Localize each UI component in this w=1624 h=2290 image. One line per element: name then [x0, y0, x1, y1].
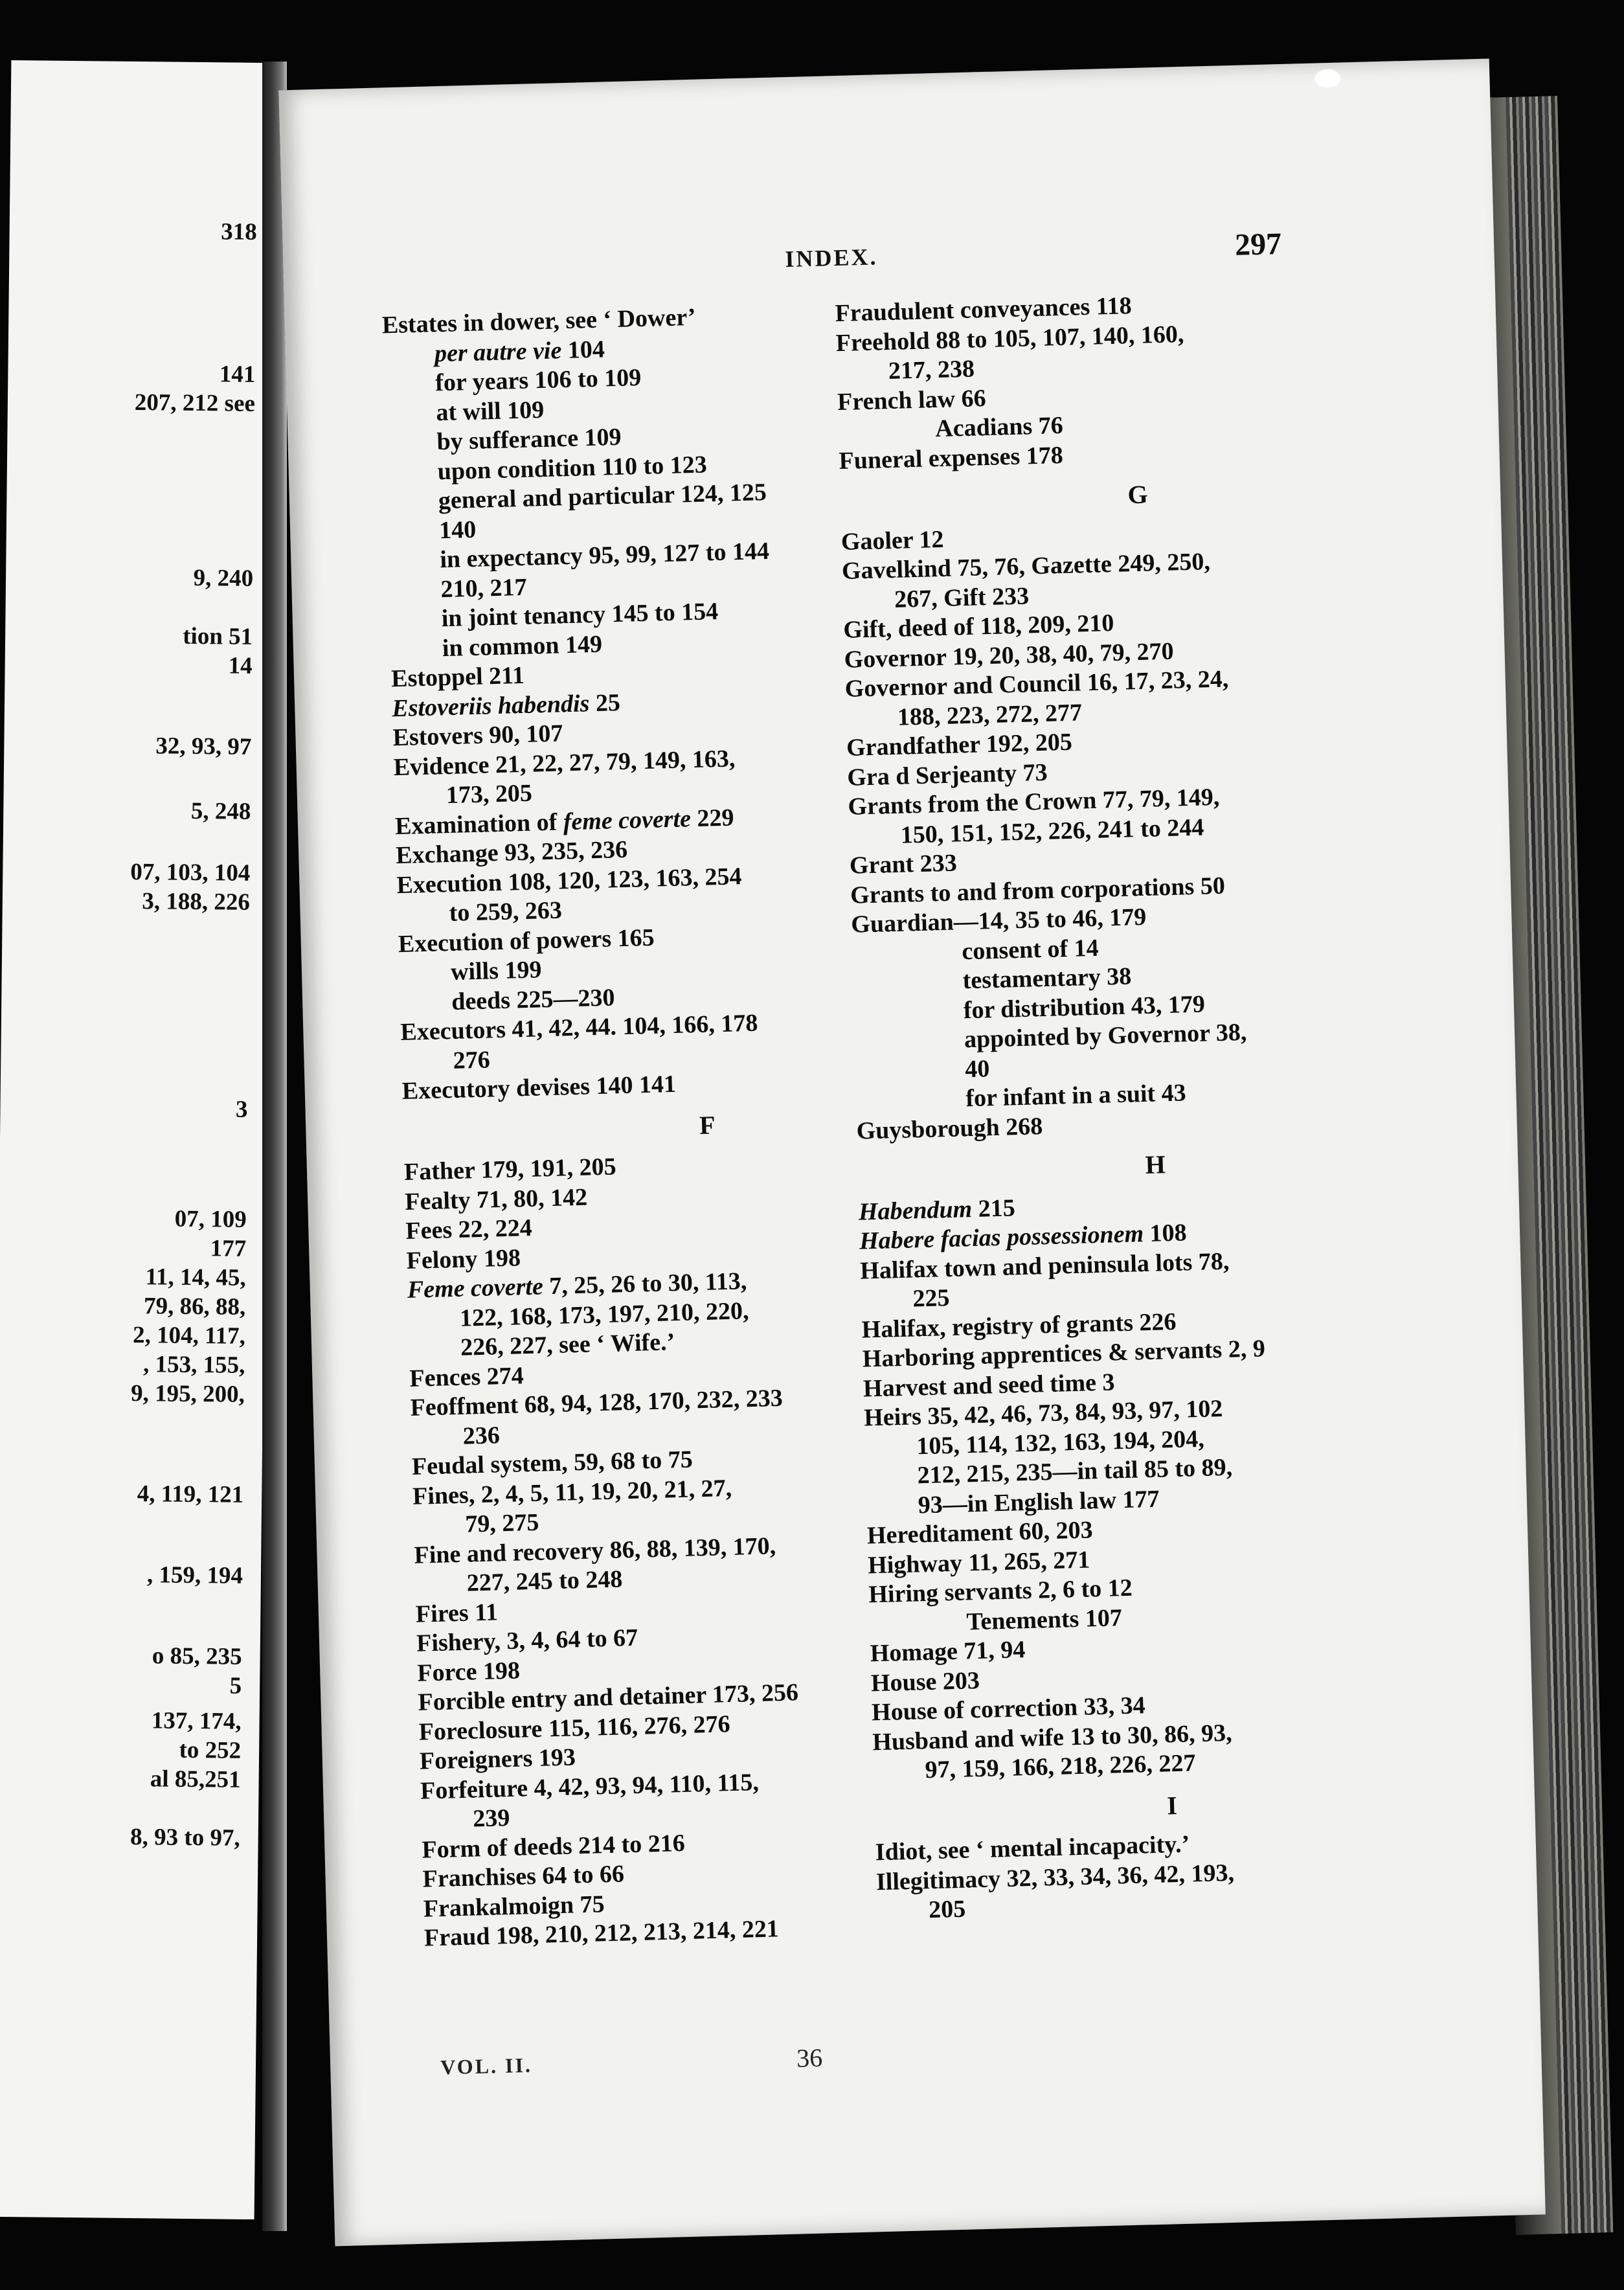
index-entry: Feudal system, 59, 68 to 75	[411, 1445, 694, 1480]
index-entry: Fraud 198, 210, 212, 213, 214, 221	[423, 1915, 780, 1952]
index-subentry: per autre vie 104	[434, 335, 605, 367]
index-entry: Freehold 88 to 105, 107, 140, 160,	[835, 320, 1184, 357]
index-subentry: 122, 168, 173, 197, 210, 220,	[459, 1297, 749, 1332]
index-subentry: 93—in English law 177	[918, 1485, 1160, 1519]
previous-page-text: 3, 188, 226	[142, 888, 251, 916]
previous-page-text: , 153, 155,	[142, 1351, 245, 1379]
previous-page-text: 137, 174,	[151, 1707, 242, 1735]
index-entry: Harvest and seed time 3	[863, 1368, 1115, 1403]
index-entry: Grants from the Crown 77, 79, 149,	[848, 783, 1220, 821]
index-entry: House 203	[870, 1666, 980, 1697]
previous-page-text: 177	[210, 1235, 247, 1262]
index-entry: Heirs 35, 42, 46, 73, 84, 93, 97, 102	[863, 1395, 1223, 1432]
previous-page-text: 9, 240	[193, 564, 254, 592]
index-entry: Execution of powers 165	[398, 924, 655, 958]
index-column-right	[835, 286, 1382, 1927]
index-entry: Funeral expenses 178	[839, 441, 1064, 475]
index-entry: Force 198	[416, 1657, 521, 1687]
index-entry: Habere facias possessionem 108	[859, 1219, 1188, 1255]
index-subentry: 267, Gift 233	[894, 582, 1030, 613]
paper-speck	[1314, 69, 1341, 88]
index-subentry: to 259, 263	[449, 896, 563, 927]
previous-page-text: 07, 109	[174, 1205, 247, 1233]
index-entry: Estoveriis habendis 25	[391, 688, 621, 722]
index-entry: Halifax town and peninsula lots 78,	[859, 1247, 1230, 1285]
index-entry: Fishery, 3, 4, 64 to 67	[416, 1624, 638, 1657]
index-entry: Foreclosure 115, 116, 276, 276	[418, 1710, 731, 1746]
index-subentry: 225	[912, 1284, 951, 1313]
index-entry: Evidence 21, 22, 27, 79, 149, 163,	[393, 744, 736, 781]
index-entry: Idiot, see ‘ mental incapacity.’	[875, 1830, 1190, 1866]
index-subentry: 140	[438, 516, 477, 544]
index-entry: Executory devises 140 141	[401, 1070, 677, 1105]
previous-page-text: 141	[219, 361, 256, 388]
previous-page-text: 5	[229, 1672, 242, 1699]
index-subentry: 227, 245 to 248	[466, 1565, 623, 1597]
index-subentry: in common 149	[442, 630, 603, 662]
index-subentry: in joint tenancy 145 to 154	[441, 597, 719, 633]
previous-page-text: 4, 119, 121	[137, 1480, 244, 1508]
index-subentry: appointed by Governor 38,	[964, 1018, 1247, 1054]
index-subentry: 188, 223, 272, 277	[897, 698, 1083, 731]
page-number: 297	[1234, 227, 1282, 262]
index-entry: Husband and wife 13 to 30, 86, 93,	[872, 1719, 1233, 1756]
index-subentry: 97, 159, 166, 218, 226, 227	[925, 1749, 1196, 1784]
volume-label: VOL. II.	[440, 2053, 533, 2079]
index-subentry: at will 109	[435, 396, 545, 426]
index-entry: Gaoler 12	[840, 525, 945, 556]
previous-page-text: to 252	[179, 1736, 242, 1764]
index-entry: French law 66	[837, 384, 987, 416]
index-subentry: 210, 217	[440, 573, 528, 603]
signature-mark: 36	[796, 2043, 823, 2073]
index-entry: Exchange 93, 235, 236	[395, 835, 628, 870]
index-subentry: for years 106 to 109	[434, 363, 642, 397]
index-subentry: 40	[964, 1054, 990, 1083]
previous-page-text: tion 51	[182, 622, 253, 650]
index-entry: Fine and recovery 86, 88, 139, 170,	[414, 1532, 776, 1569]
index-entry: Guardian—14, 35 to 46, 179	[850, 903, 1147, 938]
previous-page-text: 14	[228, 652, 253, 679]
page-header	[283, 220, 1494, 291]
index-subentry: 239	[472, 1804, 510, 1833]
index-entry: Estoppel 211	[390, 661, 525, 693]
index-subentry: 217, 238	[888, 355, 975, 385]
index-entry: Feoffment 68, 94, 128, 170, 232, 233	[410, 1384, 784, 1422]
index-subentry: general and particular 124, 125	[438, 478, 767, 515]
previous-page-text: 32, 93, 97	[155, 732, 252, 760]
index-entry: Feme coverte 7, 25, 26 to 30, 113,	[407, 1267, 747, 1304]
index-entry: Homage 71, 94	[870, 1636, 1026, 1668]
index-entry: Examination of feme coverte 229	[394, 803, 734, 840]
index-entry: Fires 11	[415, 1598, 499, 1628]
index-entry: Executors 41, 42, 44. 104, 166, 178	[400, 1009, 758, 1047]
index-entry: Grandfather 192, 205	[846, 728, 1073, 762]
index-entry: Fealty 71, 80, 142	[404, 1183, 588, 1216]
index-entry: Grants to and from corporations 50	[850, 872, 1226, 909]
index-subentry: Acadians 76	[934, 411, 1064, 443]
section-letter: F	[699, 1109, 716, 1140]
index-entry: Form of deeds 214 to 216	[421, 1829, 686, 1864]
previous-page-text: , 159, 194	[146, 1561, 243, 1589]
index-entry: Harboring apprentices & servants 2, 9	[862, 1335, 1266, 1373]
previous-page-text: 2, 104, 117,	[132, 1322, 246, 1350]
index-entry: Foreigners 193	[419, 1743, 576, 1775]
index-subentry: 226, 227, see ‘ Wife.’	[460, 1328, 675, 1361]
index-subentry: 276	[453, 1045, 491, 1074]
index-subentry: by sufferance 109	[436, 423, 622, 456]
index-column-left	[381, 299, 916, 1954]
index-entry: Guysborough 268	[856, 1112, 1043, 1145]
index-entry: Estovers 90, 107	[392, 720, 563, 752]
index-entry: Gift, deed of 118, 209, 210	[842, 609, 1114, 644]
index-entry: Fines, 2, 4, 5, 11, 19, 20, 21, 27,	[412, 1474, 732, 1510]
index-entry: Felony 198	[406, 1243, 521, 1275]
index-entry: Execution 108, 120, 123, 163, 254	[396, 862, 742, 899]
index-subentry: for infant in a suit 43	[965, 1079, 1187, 1113]
index-subentry: for distribution 43, 179	[963, 990, 1206, 1024]
index-subentry: testamentary 38	[962, 962, 1132, 995]
previous-page-text: 3	[235, 1096, 248, 1123]
section-letter: I	[1166, 1790, 1178, 1820]
running-head: INDEX.	[784, 244, 878, 273]
index-subentry: 150, 151, 152, 226, 241 to 244	[900, 813, 1204, 849]
index-entry: Fraudulent conveyances 118	[835, 292, 1133, 328]
index-entry: Father 179, 191, 205	[403, 1153, 617, 1186]
index-entry: Hereditament 60, 203	[866, 1516, 1094, 1550]
index-entry: Fences 274	[409, 1361, 524, 1392]
section-letter: G	[1127, 479, 1149, 510]
index-entry: Grant 233	[849, 849, 958, 879]
previous-page-text: 5, 248	[190, 797, 251, 825]
previous-page-text: 9, 195, 200,	[130, 1379, 245, 1408]
section-letter: H	[1145, 1150, 1166, 1180]
index-subentry: 212, 215, 235—in tail 85 to 89,	[917, 1453, 1233, 1490]
previous-page-fragment	[0, 60, 276, 2219]
index-subentry: in expectancy 95, 99, 127 to 144	[439, 537, 770, 574]
index-entry: Illegitimacy 32, 33, 34, 36, 42, 193,	[875, 1859, 1235, 1896]
index-subentry: 105, 114, 132, 163, 194, 204,	[916, 1425, 1205, 1460]
index-subentry: 173, 205	[445, 779, 533, 810]
index-page	[278, 59, 1546, 2247]
index-entry: Hiring servants 2, 6 to 12	[868, 1574, 1133, 1609]
index-entry: Forcible entry and detainer 173, 256	[418, 1679, 799, 1716]
index-entry: Gra d Serjeanty 73	[846, 758, 1048, 791]
index-subentry: 79, 275	[464, 1508, 539, 1538]
index-entry: Frankalmoign 75	[423, 1890, 605, 1923]
previous-page-text: al 85,251	[150, 1765, 241, 1793]
previous-page-text: o 85, 235	[152, 1642, 242, 1670]
index-entry: Habendum 215	[858, 1194, 1016, 1226]
index-subentry: 236	[462, 1421, 501, 1450]
index-entry: Highway 11, 265, 271	[867, 1545, 1090, 1579]
previous-page-text: 11, 14, 45,	[145, 1264, 246, 1291]
index-subentry: consent of 14	[961, 934, 1100, 965]
index-entry: Governor and Council 16, 17, 23, 24,	[844, 665, 1229, 703]
index-entry: Halifax, registry of grants 226	[861, 1308, 1177, 1344]
previous-page-text: 207, 212 see	[134, 389, 256, 417]
index-subentry: wills 199	[450, 956, 542, 986]
previous-page-text: 8, 93 to 97,	[130, 1824, 240, 1852]
index-subentry: upon condition 110 to 123	[437, 450, 708, 485]
index-entry: Fees 22, 224	[405, 1214, 533, 1245]
previous-page-text: 79, 86, 88,	[143, 1293, 246, 1321]
index-entry: Estates in dower, see ‘ Dower’	[381, 303, 697, 339]
previous-page-text: 07, 103, 104	[130, 858, 251, 887]
index-subentry: deeds 225—230	[451, 983, 616, 1015]
index-entry: Franchises 64 to 66	[422, 1860, 625, 1893]
index-entry: House of correction 33, 34	[871, 1692, 1146, 1727]
index-entry: Gavelkind 75, 76, Gazette 249, 250,	[841, 548, 1211, 585]
index-entry: Forfeiture 4, 42, 93, 94, 110, 115,	[420, 1768, 760, 1805]
index-subentry: Tenements 107	[966, 1604, 1123, 1635]
book-gutter	[262, 62, 287, 2231]
index-subentry: 205	[928, 1895, 966, 1924]
index-entry: Governor 19, 20, 38, 40, 79, 270	[844, 637, 1175, 674]
previous-page-text: 318	[220, 218, 257, 245]
